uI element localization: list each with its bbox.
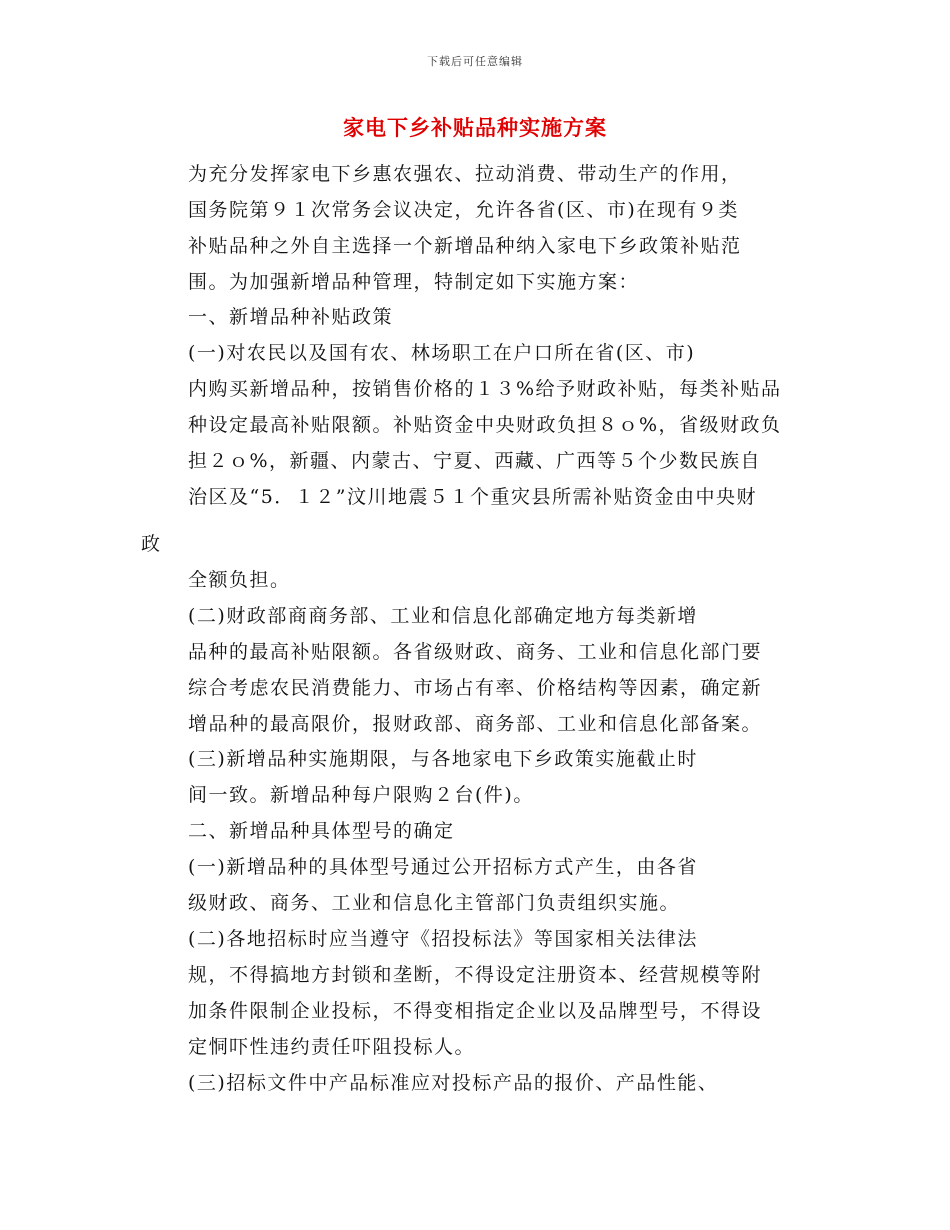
- body-line-25: 定恫吓性违约责任吓阻投标人。: [188, 1036, 476, 1058]
- body-line-13: (二)财政部商商务部、工业和信息化部确定地方每类新增: [188, 605, 698, 627]
- body-line-21: 级财政、商务、工业和信息化主管部门负责组织实施。: [188, 892, 681, 914]
- body-line-22: (二)各地招标时应当遵守《招投标法》等国家相关法律法: [188, 928, 698, 950]
- page-header: 下载后可任意编辑: [427, 55, 523, 68]
- section-heading-2: 二、新增品种具体型号的确定: [188, 820, 455, 842]
- body-line-20: (一)新增品种的具体型号通过公开招标方式产生，由各省: [188, 856, 698, 878]
- body-line-17: (三)新增品种实施期限，与各地家电下乡政策实施截止时: [188, 748, 698, 770]
- body-line-8: 种设定最高补贴限额。补贴资金中央财政负担８ｏ%，省级财政负: [188, 414, 782, 436]
- body-line-26: (三)招标文件中产品标准应对投标产品的报价、产品性能、: [188, 1072, 719, 1094]
- body-line-24: 加条件限制企业投标，不得变相指定企业以及品牌型号，不得设: [188, 1000, 763, 1022]
- body-line-18: 间一致。新增品种每户限购２台(件)。: [188, 784, 534, 806]
- body-line-9: 担２ｏ%，新疆、内蒙古、宁夏、西藏、广西等５个少数民族自: [188, 450, 762, 472]
- body-line-2: 国务院第９１次常务会议决定，允许各省(区、市)在现有９类: [188, 199, 739, 221]
- body-line-15: 综合考虑农民消费能力、市场占有率、价格结构等因素，确定新: [188, 677, 763, 699]
- body-line-12: 全额负担。: [188, 569, 291, 591]
- body-line-14: 品种的最高补贴限额。各省级财政、商务、工业和信息化部门要: [188, 641, 763, 663]
- body-line-10: 治区及“5．１２”汶川地震５１个重灾县所需补贴资金由中央财: [188, 486, 758, 508]
- document-title: 家电下乡补贴品种实施方案: [343, 116, 607, 140]
- body-line-23: 规，不得搞地方封锁和垄断，不得设定注册资本、经营规模等附: [188, 964, 763, 986]
- section-heading-1: 一、新增品种补贴政策: [188, 306, 394, 328]
- body-line-3: 补贴品种之外自主选择一个新增品种纳入家电下乡政策补贴范: [188, 235, 742, 257]
- body-line-11: 政: [141, 533, 162, 555]
- body-line-6: (一)对农民以及国有农、林场职工在户口所在省(区、市): [188, 342, 696, 364]
- body-line-16: 增品种的最高限价，报财政部、商务部、工业和信息化部备案。: [188, 713, 763, 735]
- body-line-4: 围。为加强新增品种管理，特制定如下实施方案：: [188, 271, 640, 293]
- body-line-1: 为充分发挥家电下乡惠农强农、拉动消费、带动生产的作用，: [188, 163, 742, 185]
- body-line-7: 内购买新增品种，按销售价格的１３%给予财政补贴，每类补贴品: [188, 378, 782, 400]
